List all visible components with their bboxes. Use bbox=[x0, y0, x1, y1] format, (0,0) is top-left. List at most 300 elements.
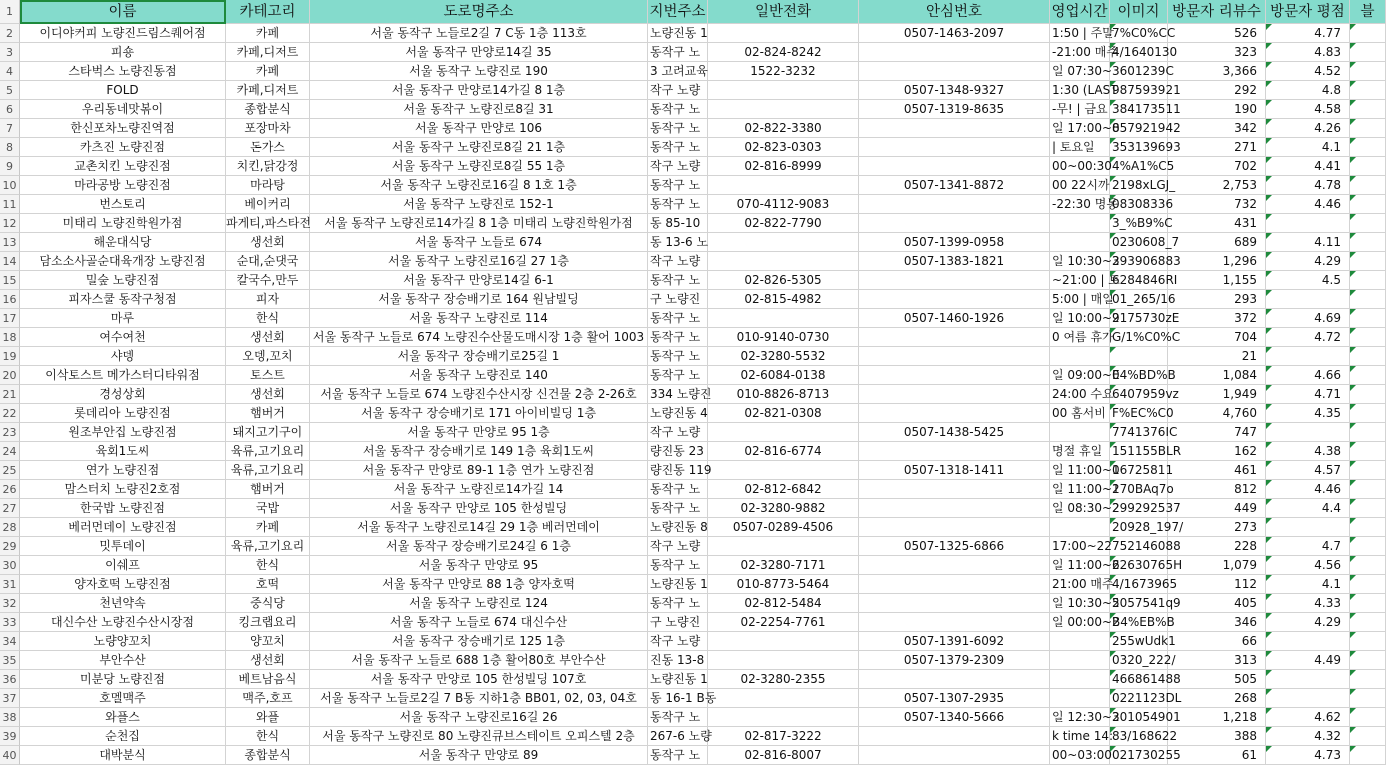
cell-road-address[interactable]: 서울 동작구 만양로 105 한성빌딩 107호 bbox=[310, 670, 648, 689]
cell-rating[interactable]: 4.69 bbox=[1266, 309, 1350, 328]
cell-safe-number[interactable] bbox=[859, 727, 1050, 746]
cell-lot-address[interactable]: 동작구 노 bbox=[648, 271, 708, 290]
cell-category[interactable]: 양꼬치 bbox=[226, 632, 310, 651]
cell-image[interactable]: 7741376IC bbox=[1110, 423, 1168, 442]
cell-safe-number[interactable]: 0507-1348-9327 bbox=[859, 81, 1050, 100]
cell-category[interactable]: 카페 bbox=[226, 62, 310, 81]
cell-hours[interactable] bbox=[1050, 233, 1110, 252]
cell-road-address[interactable]: 서울 동작구 장승배기로24길 6 1층 bbox=[310, 537, 648, 556]
cell-lot-address[interactable]: 동작구 노 bbox=[648, 347, 708, 366]
cell-image[interactable]: 16725811 bbox=[1110, 461, 1168, 480]
cell-image[interactable]: 83/168622 bbox=[1110, 727, 1168, 746]
cell-lot-address[interactable]: 작구 노량 bbox=[648, 252, 708, 271]
row-number[interactable]: 33 bbox=[0, 613, 20, 632]
header-cell-image[interactable]: 이미지 bbox=[1110, 0, 1168, 24]
cell-safe-number[interactable] bbox=[859, 746, 1050, 765]
cell-rating[interactable]: 4.41 bbox=[1266, 157, 1350, 176]
cell-hours[interactable] bbox=[1050, 670, 1110, 689]
row-number[interactable]: 7 bbox=[0, 119, 20, 138]
cell-phone[interactable] bbox=[708, 423, 859, 442]
cell-road-address[interactable]: 서울 동작구 노량진로 114 bbox=[310, 309, 648, 328]
cell-review-count[interactable]: 293 bbox=[1168, 290, 1266, 309]
cell-extra[interactable] bbox=[1350, 271, 1386, 290]
cell-name[interactable]: 여수여천 bbox=[20, 328, 226, 347]
cell-image[interactable]: 5057541q9 bbox=[1110, 594, 1168, 613]
cell-extra[interactable] bbox=[1350, 537, 1386, 556]
cell-name[interactable]: 미태리 노량진학원가점 bbox=[20, 214, 226, 233]
cell-phone[interactable]: 02-2254-7761 bbox=[708, 613, 859, 632]
cell-phone[interactable] bbox=[708, 461, 859, 480]
cell-road-address[interactable]: 서울 동작구 노량진로14가길 14 bbox=[310, 480, 648, 499]
row-number[interactable]: 32 bbox=[0, 594, 20, 613]
cell-name[interactable]: 우리동네맛볶이 bbox=[20, 100, 226, 119]
cell-category[interactable]: 킹크랩요리 bbox=[226, 613, 310, 632]
cell-lot-address[interactable]: 동작구 노 bbox=[648, 746, 708, 765]
cell-safe-number[interactable] bbox=[859, 366, 1050, 385]
cell-extra[interactable] bbox=[1350, 556, 1386, 575]
cell-name[interactable]: 대박분식 bbox=[20, 746, 226, 765]
cell-phone[interactable]: 02-812-6842 bbox=[708, 480, 859, 499]
cell-rating[interactable]: 4.46 bbox=[1266, 480, 1350, 499]
cell-category[interactable]: 오뎅,꼬치 bbox=[226, 347, 310, 366]
cell-safe-number[interactable] bbox=[859, 138, 1050, 157]
cell-name[interactable]: 번스토리 bbox=[20, 195, 226, 214]
cell-safe-number[interactable] bbox=[859, 195, 1050, 214]
header-cell-phone[interactable]: 일반전화 bbox=[708, 0, 859, 24]
cell-extra[interactable] bbox=[1350, 423, 1386, 442]
cell-safe-number[interactable]: 0507-1307-2935 bbox=[859, 689, 1050, 708]
cell-review-count[interactable]: 323 bbox=[1168, 43, 1266, 62]
cell-name[interactable]: 와플스 bbox=[20, 708, 226, 727]
cell-image[interactable]: E4%BD%B bbox=[1110, 366, 1168, 385]
cell-review-count[interactable]: 4,760 bbox=[1168, 404, 1266, 423]
cell-safe-number[interactable]: 0507-1463-2097 bbox=[859, 24, 1050, 43]
cell-review-count[interactable]: 1,079 bbox=[1168, 556, 1266, 575]
cell-safe-number[interactable] bbox=[859, 442, 1050, 461]
cell-name[interactable]: 노량양꼬치 bbox=[20, 632, 226, 651]
cell-safe-number[interactable] bbox=[859, 119, 1050, 138]
cell-lot-address[interactable]: 량진동 23 bbox=[648, 442, 708, 461]
cell-extra[interactable] bbox=[1350, 252, 1386, 271]
cell-name[interactable]: 육회1도씨 bbox=[20, 442, 226, 461]
cell-lot-address[interactable]: 노량진동 1 bbox=[648, 575, 708, 594]
cell-safe-number[interactable] bbox=[859, 575, 1050, 594]
header-cell-extra[interactable]: 블 bbox=[1350, 0, 1386, 24]
cell-safe-number[interactable] bbox=[859, 670, 1050, 689]
row-number[interactable]: 11 bbox=[0, 195, 20, 214]
cell-safe-number[interactable] bbox=[859, 328, 1050, 347]
cell-image[interactable]: 01_265/16 bbox=[1110, 290, 1168, 309]
cell-phone[interactable]: 02-3280-5532 bbox=[708, 347, 859, 366]
cell-image[interactable]: 3601239C bbox=[1110, 62, 1168, 81]
cell-review-count[interactable]: 747 bbox=[1168, 423, 1266, 442]
cell-name[interactable]: 천년약속 bbox=[20, 594, 226, 613]
cell-name[interactable]: 담소소사골순대육개장 노량진점 bbox=[20, 252, 226, 271]
row-number[interactable]: 3 bbox=[0, 43, 20, 62]
cell-rating[interactable]: 4.8 bbox=[1266, 81, 1350, 100]
cell-review-count[interactable]: 61 bbox=[1168, 746, 1266, 765]
row-number[interactable]: 15 bbox=[0, 271, 20, 290]
cell-name[interactable]: 베러먼데이 노량진점 bbox=[20, 518, 226, 537]
row-number[interactable]: 8 bbox=[0, 138, 20, 157]
row-number[interactable]: 5 bbox=[0, 81, 20, 100]
cell-rating[interactable]: 4.77 bbox=[1266, 24, 1350, 43]
cell-extra[interactable] bbox=[1350, 138, 1386, 157]
cell-image[interactable]: F%EC%C0 bbox=[1110, 404, 1168, 423]
cell-lot-address[interactable]: 동작구 노 bbox=[648, 708, 708, 727]
cell-phone[interactable]: 02-6084-0138 bbox=[708, 366, 859, 385]
cell-phone[interactable] bbox=[708, 632, 859, 651]
cell-category[interactable]: 육류,고기요리 bbox=[226, 537, 310, 556]
row-number[interactable]: 31 bbox=[0, 575, 20, 594]
cell-rating[interactable]: 4.1 bbox=[1266, 575, 1350, 594]
cell-rating[interactable]: 4.72 bbox=[1266, 328, 1350, 347]
cell-category[interactable]: 호떡 bbox=[226, 575, 310, 594]
cell-extra[interactable] bbox=[1350, 195, 1386, 214]
cell-hours[interactable]: 00~03:00 bbox=[1050, 746, 1110, 765]
cell-road-address[interactable]: 서울 동작구 노량진로 190 bbox=[310, 62, 648, 81]
cell-review-count[interactable]: 461 bbox=[1168, 461, 1266, 480]
cell-road-address[interactable]: 서울 동작구 노들로2길 7 C동 1층 113호 bbox=[310, 24, 648, 43]
row-number[interactable]: 9 bbox=[0, 157, 20, 176]
cell-category[interactable]: 순대,순댓국 bbox=[226, 252, 310, 271]
cell-name[interactable]: 피숑 bbox=[20, 43, 226, 62]
cell-safe-number[interactable] bbox=[859, 347, 1050, 366]
cell-hours[interactable]: k time 14: bbox=[1050, 727, 1110, 746]
cell-review-count[interactable]: 1,218 bbox=[1168, 708, 1266, 727]
row-number[interactable]: 6 bbox=[0, 100, 20, 119]
row-number[interactable]: 34 bbox=[0, 632, 20, 651]
row-number[interactable]: 22 bbox=[0, 404, 20, 423]
cell-safe-number[interactable] bbox=[859, 385, 1050, 404]
cell-safe-number[interactable] bbox=[859, 290, 1050, 309]
cell-image[interactable]: G/1%C0%C bbox=[1110, 328, 1168, 347]
cell-safe-number[interactable]: 0507-1438-5425 bbox=[859, 423, 1050, 442]
cell-image[interactable]: 301054901 bbox=[1110, 708, 1168, 727]
cell-rating[interactable]: 4.62 bbox=[1266, 708, 1350, 727]
cell-category[interactable]: 중식당 bbox=[226, 594, 310, 613]
row-number[interactable]: 18 bbox=[0, 328, 20, 347]
cell-review-count[interactable]: 313 bbox=[1168, 651, 1266, 670]
cell-road-address[interactable]: 서울 동작구 노량진로14가길 8 1층 미태리 노량진학원가점 bbox=[310, 214, 648, 233]
cell-lot-address[interactable]: 동작구 노 bbox=[648, 176, 708, 195]
cell-category[interactable]: 카페 bbox=[226, 24, 310, 43]
cell-phone[interactable]: 02-816-8999 bbox=[708, 157, 859, 176]
row-number[interactable]: 14 bbox=[0, 252, 20, 271]
cell-category[interactable]: 햄버거 bbox=[226, 480, 310, 499]
cell-review-count[interactable]: 346 bbox=[1168, 613, 1266, 632]
cell-safe-number[interactable]: 0507-1319-8635 bbox=[859, 100, 1050, 119]
cell-review-count[interactable]: 526 bbox=[1168, 24, 1266, 43]
cell-name[interactable]: 한신포차노량진역점 bbox=[20, 119, 226, 138]
cell-phone[interactable]: 02-826-5305 bbox=[708, 271, 859, 290]
header-cell-review-count[interactable]: 방문자 리뷰수 bbox=[1168, 0, 1266, 24]
cell-rating[interactable]: 4.35 bbox=[1266, 404, 1350, 423]
cell-review-count[interactable]: 2,753 bbox=[1168, 176, 1266, 195]
cell-phone[interactable]: 02-822-3380 bbox=[708, 119, 859, 138]
cell-road-address[interactable]: 서울 동작구 만양로14가길 8 1층 bbox=[310, 81, 648, 100]
cell-extra[interactable] bbox=[1350, 670, 1386, 689]
cell-lot-address[interactable]: 동작구 노 bbox=[648, 195, 708, 214]
cell-phone[interactable]: 02-812-5484 bbox=[708, 594, 859, 613]
cell-road-address[interactable]: 서울 동작구 노량진로8길 31 bbox=[310, 100, 648, 119]
cell-extra[interactable] bbox=[1350, 214, 1386, 233]
cell-road-address[interactable]: 서울 동작구 노들로2길 7 B동 지하1층 BB01, 02, 03, 04호 bbox=[310, 689, 648, 708]
cell-image[interactable]: 08308336 bbox=[1110, 195, 1168, 214]
cell-hours[interactable]: 일 12:30~2 bbox=[1050, 708, 1110, 727]
cell-review-count[interactable]: 372 bbox=[1168, 309, 1266, 328]
cell-lot-address[interactable]: 동작구 노 bbox=[648, 43, 708, 62]
cell-category[interactable]: 베트남음식 bbox=[226, 670, 310, 689]
cell-lot-address[interactable]: 작구 노량 bbox=[648, 537, 708, 556]
cell-hours[interactable]: -무! | 금요 bbox=[1050, 100, 1110, 119]
cell-phone[interactable]: 010-8826-8713 bbox=[708, 385, 859, 404]
cell-category[interactable]: 육류,고기요리 bbox=[226, 442, 310, 461]
cell-category[interactable]: 한식 bbox=[226, 309, 310, 328]
cell-hours[interactable] bbox=[1050, 347, 1110, 366]
cell-rating[interactable] bbox=[1266, 632, 1350, 651]
cell-category[interactable]: 토스트 bbox=[226, 366, 310, 385]
cell-phone[interactable] bbox=[708, 100, 859, 119]
cell-image[interactable]: 6284846RI bbox=[1110, 271, 1168, 290]
cell-image[interactable]: 857921942 bbox=[1110, 119, 1168, 138]
cell-review-count[interactable]: 431 bbox=[1168, 214, 1266, 233]
cell-extra[interactable] bbox=[1350, 442, 1386, 461]
cell-road-address[interactable]: 서울 동작구 노량진로14길 29 1층 베러먼데이 bbox=[310, 518, 648, 537]
cell-extra[interactable] bbox=[1350, 366, 1386, 385]
cell-rating[interactable]: 4.78 bbox=[1266, 176, 1350, 195]
row-number[interactable]: 12 bbox=[0, 214, 20, 233]
cell-rating[interactable]: 4.5 bbox=[1266, 271, 1350, 290]
cell-name[interactable]: 한국밥 노량진점 bbox=[20, 499, 226, 518]
cell-rating[interactable]: 4.29 bbox=[1266, 252, 1350, 271]
cell-road-address[interactable]: 서울 동작구 장승배기로 149 1층 육회1도씨 bbox=[310, 442, 648, 461]
cell-review-count[interactable]: 273 bbox=[1168, 518, 1266, 537]
cell-rating[interactable]: 4.29 bbox=[1266, 613, 1350, 632]
cell-rating[interactable]: 4.38 bbox=[1266, 442, 1350, 461]
cell-lot-address[interactable]: 작구 노량 bbox=[648, 81, 708, 100]
cell-category[interactable]: 한식 bbox=[226, 556, 310, 575]
cell-rating[interactable]: 4.83 bbox=[1266, 43, 1350, 62]
cell-hours[interactable]: 5:00 | 매일 bbox=[1050, 290, 1110, 309]
cell-safe-number[interactable]: 0507-1341-8872 bbox=[859, 176, 1050, 195]
cell-safe-number[interactable] bbox=[859, 214, 1050, 233]
cell-phone[interactable]: 02-3280-2355 bbox=[708, 670, 859, 689]
cell-lot-address[interactable]: 동작구 노 bbox=[648, 328, 708, 347]
row-number[interactable]: 29 bbox=[0, 537, 20, 556]
cell-name[interactable]: 연가 노량진점 bbox=[20, 461, 226, 480]
row-number[interactable]: 24 bbox=[0, 442, 20, 461]
cell-image[interactable]: 987593921 bbox=[1110, 81, 1168, 100]
cell-rating[interactable] bbox=[1266, 518, 1350, 537]
row-number[interactable]: 27 bbox=[0, 499, 20, 518]
row-number[interactable]: 2 bbox=[0, 24, 20, 43]
cell-lot-address[interactable]: 334 노량진 bbox=[648, 385, 708, 404]
cell-safe-number[interactable]: 0507-1383-1821 bbox=[859, 252, 1050, 271]
cell-category[interactable]: 육류,고기요리 bbox=[226, 461, 310, 480]
cell-category[interactable]: 햄버거 bbox=[226, 404, 310, 423]
cell-road-address[interactable]: 서울 동작구 만양로14길 35 bbox=[310, 43, 648, 62]
cell-image[interactable]: 353139693 bbox=[1110, 138, 1168, 157]
row-number[interactable]: 35 bbox=[0, 651, 20, 670]
cell-safe-number[interactable] bbox=[859, 518, 1050, 537]
cell-name[interactable]: 미분당 노량진점 bbox=[20, 670, 226, 689]
cell-category[interactable]: 생선회 bbox=[226, 233, 310, 252]
cell-extra[interactable] bbox=[1350, 385, 1386, 404]
cell-category[interactable]: 마라탕 bbox=[226, 176, 310, 195]
cell-category[interactable]: 한식 bbox=[226, 727, 310, 746]
cell-phone[interactable] bbox=[708, 309, 859, 328]
cell-phone[interactable]: 0507-0289-4506 bbox=[708, 518, 859, 537]
row-number[interactable]: 20 bbox=[0, 366, 20, 385]
cell-category[interactable]: 생선회 bbox=[226, 651, 310, 670]
cell-review-count[interactable]: 1,155 bbox=[1168, 271, 1266, 290]
cell-name[interactable]: 밀숲 노량진점 bbox=[20, 271, 226, 290]
cell-road-address[interactable]: 서울 동작구 노들로 688 1층 활어80호 부안수산 bbox=[310, 651, 648, 670]
cell-name[interactable]: 경성상회 bbox=[20, 385, 226, 404]
cell-hours[interactable]: 21:00 매주 bbox=[1050, 575, 1110, 594]
cell-lot-address[interactable]: 동 13-6 노 bbox=[648, 233, 708, 252]
cell-lot-address[interactable]: 진동 13-8 bbox=[648, 651, 708, 670]
cell-hours[interactable]: 일 07:30~ bbox=[1050, 62, 1110, 81]
cell-lot-address[interactable]: 구 노량진 bbox=[648, 290, 708, 309]
cell-safe-number[interactable]: 0507-1399-0958 bbox=[859, 233, 1050, 252]
cell-review-count[interactable]: 1,084 bbox=[1168, 366, 1266, 385]
cell-hours[interactable]: 일 08:30~2 bbox=[1050, 499, 1110, 518]
cell-review-count[interactable]: 812 bbox=[1168, 480, 1266, 499]
cell-name[interactable]: 이쉐프 bbox=[20, 556, 226, 575]
cell-name[interactable]: 대신수산 노량진수산시장점 bbox=[20, 613, 226, 632]
cell-rating[interactable] bbox=[1266, 689, 1350, 708]
cell-rating[interactable] bbox=[1266, 670, 1350, 689]
cell-lot-address[interactable]: 동작구 노 bbox=[648, 499, 708, 518]
row-number[interactable]: 39 bbox=[0, 727, 20, 746]
cell-safe-number[interactable]: 0507-1460-1926 bbox=[859, 309, 1050, 328]
cell-phone[interactable]: 02-816-8007 bbox=[708, 746, 859, 765]
cell-lot-address[interactable]: 동 85-10 bbox=[648, 214, 708, 233]
cell-review-count[interactable]: 292 bbox=[1168, 81, 1266, 100]
cell-phone[interactable]: 1522-3232 bbox=[708, 62, 859, 81]
cell-road-address[interactable]: 서울 동작구 노량진로 152-1 bbox=[310, 195, 648, 214]
cell-name[interactable]: 순천집 bbox=[20, 727, 226, 746]
cell-rating[interactable]: 4.66 bbox=[1266, 366, 1350, 385]
cell-rating[interactable] bbox=[1266, 347, 1350, 366]
cell-image[interactable]: 4/1640130 bbox=[1110, 43, 1168, 62]
cell-review-count[interactable]: 704 bbox=[1168, 328, 1266, 347]
cell-hours[interactable]: 일 00:00~2 bbox=[1050, 613, 1110, 632]
cell-lot-address[interactable]: 동작구 노 bbox=[648, 119, 708, 138]
cell-review-count[interactable]: 388 bbox=[1168, 727, 1266, 746]
cell-name[interactable]: 부안수산 bbox=[20, 651, 226, 670]
row-number[interactable]: 21 bbox=[0, 385, 20, 404]
cell-rating[interactable] bbox=[1266, 214, 1350, 233]
header-cell-category[interactable]: 카테고리 bbox=[226, 0, 310, 24]
cell-category[interactable]: 카페,디저트 bbox=[226, 81, 310, 100]
cell-category[interactable]: 종합분식 bbox=[226, 746, 310, 765]
cell-road-address[interactable]: 서울 동작구 장승배기로 171 아이비빌딩 1층 bbox=[310, 404, 648, 423]
cell-review-count[interactable]: 268 bbox=[1168, 689, 1266, 708]
cell-extra[interactable] bbox=[1350, 632, 1386, 651]
cell-hours[interactable]: -22:30 명동 bbox=[1050, 195, 1110, 214]
cell-road-address[interactable]: 서울 동작구 노들로 674 bbox=[310, 233, 648, 252]
cell-phone[interactable]: 02-816-6774 bbox=[708, 442, 859, 461]
cell-review-count[interactable]: 342 bbox=[1168, 119, 1266, 138]
row-number[interactable]: 4 bbox=[0, 62, 20, 81]
cell-extra[interactable] bbox=[1350, 347, 1386, 366]
row-number[interactable]: 37 bbox=[0, 689, 20, 708]
cell-review-count[interactable]: 190 bbox=[1168, 100, 1266, 119]
cell-category[interactable]: 카페 bbox=[226, 518, 310, 537]
row-number[interactable]: 36 bbox=[0, 670, 20, 689]
cell-road-address[interactable]: 서울 동작구 만양로14길 6-1 bbox=[310, 271, 648, 290]
cell-lot-address[interactable]: 267-6 노량 bbox=[648, 727, 708, 746]
cell-hours[interactable]: 일 10:30~2 bbox=[1050, 252, 1110, 271]
cell-rating[interactable]: 4.32 bbox=[1266, 727, 1350, 746]
cell-road-address[interactable]: 서울 동작구 만양로 105 한성빌딩 bbox=[310, 499, 648, 518]
cell-road-address[interactable]: 서울 동작구 만양로 106 bbox=[310, 119, 648, 138]
cell-safe-number[interactable]: 0507-1391-6092 bbox=[859, 632, 1050, 651]
cell-review-count[interactable]: 3,366 bbox=[1168, 62, 1266, 81]
row-number[interactable]: 16 bbox=[0, 290, 20, 309]
cell-category[interactable]: 생선회 bbox=[226, 328, 310, 347]
cell-category[interactable]: 생선회 bbox=[226, 385, 310, 404]
cell-image[interactable]: 2198xLGJ_ bbox=[1110, 176, 1168, 195]
cell-review-count[interactable]: 702 bbox=[1168, 157, 1266, 176]
cell-category[interactable]: 맥주,호프 bbox=[226, 689, 310, 708]
cell-category[interactable]: 피자 bbox=[226, 290, 310, 309]
cell-name[interactable]: 롯데리아 노량진점 bbox=[20, 404, 226, 423]
cell-lot-address[interactable]: 3 고려교육 bbox=[648, 62, 708, 81]
cell-extra[interactable] bbox=[1350, 480, 1386, 499]
cell-review-count[interactable]: 732 bbox=[1168, 195, 1266, 214]
cell-extra[interactable] bbox=[1350, 328, 1386, 347]
cell-road-address[interactable]: 서울 동작구 장승배기로 164 원남빌딩 bbox=[310, 290, 648, 309]
cell-name[interactable]: 이디야커피 노량진드림스퀘어점 bbox=[20, 24, 226, 43]
cell-image[interactable]: 9175730zE bbox=[1110, 309, 1168, 328]
cell-hours[interactable]: 00 22시까 bbox=[1050, 176, 1110, 195]
cell-extra[interactable] bbox=[1350, 613, 1386, 632]
cell-image[interactable]: 393906883 bbox=[1110, 252, 1168, 271]
cell-extra[interactable] bbox=[1350, 81, 1386, 100]
cell-name[interactable]: FOLD bbox=[20, 81, 226, 100]
cell-hours[interactable]: 00 홈서비 bbox=[1050, 404, 1110, 423]
cell-category[interactable]: 종합분식 bbox=[226, 100, 310, 119]
cell-safe-number[interactable] bbox=[859, 499, 1050, 518]
cell-hours[interactable]: 1:30 (LAST bbox=[1050, 81, 1110, 100]
cell-hours[interactable]: 24:00 수요 bbox=[1050, 385, 1110, 404]
cell-extra[interactable] bbox=[1350, 309, 1386, 328]
cell-category[interactable]: 치킨,닭강정 bbox=[226, 157, 310, 176]
cell-review-count[interactable]: 162 bbox=[1168, 442, 1266, 461]
cell-phone[interactable]: 02-3280-7171 bbox=[708, 556, 859, 575]
cell-image[interactable]: 4/1673965 bbox=[1110, 575, 1168, 594]
cell-safe-number[interactable] bbox=[859, 62, 1050, 81]
cell-lot-address[interactable]: 동작구 노 bbox=[648, 309, 708, 328]
cell-phone[interactable]: 02-822-7790 bbox=[708, 214, 859, 233]
cell-phone[interactable]: 02-3280-9882 bbox=[708, 499, 859, 518]
header-cell-rating[interactable]: 방문자 평점 bbox=[1266, 0, 1350, 24]
cell-category[interactable]: 칼국수,만두 bbox=[226, 271, 310, 290]
cell-lot-address[interactable]: 동작구 노 bbox=[648, 594, 708, 613]
cell-lot-address[interactable]: 동작구 노 bbox=[648, 556, 708, 575]
cell-rating[interactable]: 4.33 bbox=[1266, 594, 1350, 613]
row-number[interactable]: 17 bbox=[0, 309, 20, 328]
row-number[interactable]: 28 bbox=[0, 518, 20, 537]
cell-review-count[interactable]: 228 bbox=[1168, 537, 1266, 556]
cell-phone[interactable]: 010-9140-0730 bbox=[708, 328, 859, 347]
cell-lot-address[interactable]: 노량진동 1 bbox=[648, 670, 708, 689]
cell-extra[interactable] bbox=[1350, 727, 1386, 746]
